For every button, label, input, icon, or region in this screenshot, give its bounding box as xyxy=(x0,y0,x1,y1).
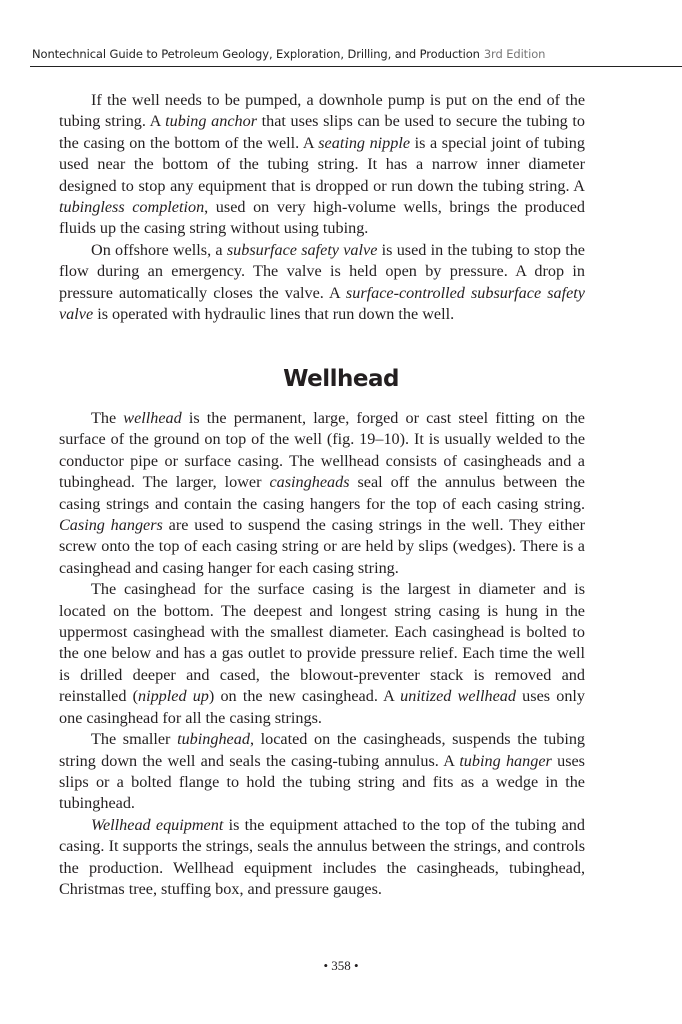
paragraph xyxy=(59,579,585,729)
italic-term: tubing anchor xyxy=(165,112,257,131)
text-run: is the equipment attached to the top of the tubing and casing. It supports the strings, seals the annulus between the strings, and controls the production. Wellhead equipment includes the casingheads, tubinghead, Christmas tree, stuffing box, and pressure gauges. xyxy=(59,815,585,898)
page-number: • 358 • xyxy=(323,958,359,973)
text-run: ) on the new casinghead. A xyxy=(208,687,401,706)
paragraph xyxy=(59,90,585,240)
text-run: seal off the annulus between the casing strings and contain the casing hangers for the top of each casing string. xyxy=(59,473,585,513)
paragraph xyxy=(59,408,585,579)
body-section-1 xyxy=(59,90,585,325)
italic-term: subsurface safety valve xyxy=(226,240,378,259)
body-section-2 xyxy=(59,408,585,900)
text-run: uses slips or a bolted flange to hold the tubing string and fits as a wedge in the tubinghead. xyxy=(59,751,585,813)
text-run: are used to suspend the casing strings in the well. They either screw onto the top of each casing string or are held by slips (wedges). There is a casinghead and casing hanger for each casing string. xyxy=(59,516,585,577)
italic-term: tubingless completion xyxy=(59,198,205,217)
text-run: The xyxy=(91,409,124,427)
italic-term: casingheads xyxy=(269,473,350,492)
text-run: is operated with hydraulic lines that run down the well. xyxy=(93,305,455,324)
edition: 3rd Edition xyxy=(483,47,546,61)
paragraph xyxy=(59,815,585,901)
text-run: uses only one casinghead for all the casing strings. xyxy=(59,687,585,727)
section-heading: Wellhead xyxy=(283,366,399,392)
italic-term: tubinghead xyxy=(177,730,250,749)
text-run: If the well needs to be pumped, a downhole pump is put on the end of the tubing string. A xyxy=(59,91,585,131)
paragraph xyxy=(59,729,585,815)
text-run: is the permanent, large, forged or cast steel fitting on the surface of the ground on top of the well (fig. 19–10). It is usually welded to the conductor pipe or surface casing. The wellhead consists of casingheads and a tubinghead. The larger, lower xyxy=(59,409,585,492)
text-run: is used in the tubing to stop the flow during an emergency. The valve is held open by pressure. A drop in pressure automatically closes the valve. A xyxy=(59,240,585,302)
italic-term: wellhead xyxy=(123,409,182,427)
text-run: , used on very high-volume wells, brings the produced fluids up the casing string without using tubing. xyxy=(59,198,585,238)
italic-term: surface-controlled subsurface safety valve xyxy=(59,283,585,324)
italic-term: Wellhead equipment xyxy=(91,815,224,834)
italic-term: tubing hanger xyxy=(459,751,552,770)
running-header xyxy=(32,47,545,61)
paragraph xyxy=(59,240,585,326)
text-run: On offshore wells, a xyxy=(91,240,227,259)
italic-term: nippled up xyxy=(137,687,209,706)
text-run: that uses slips can be used to secure the tubing to the casing on the bottom of the well. A xyxy=(59,112,585,152)
book-title: Nontechnical Guide to Petroleum Geology, Exploration, Drilling, and Production xyxy=(32,47,480,61)
italic-term: Casing hangers xyxy=(59,516,163,535)
text-run: The casinghead for the surface casing is the largest in diameter and is located on the bottom. The deepest and longest string casing is hung in the uppermost casinghead with the smallest diameter. Each casinghead is bolted to the one below and has a gas outlet to provide pressure relief. Each time the well is drilled deeper and cased, the blowout-preventer stack is removed and reinstalled ( xyxy=(59,580,585,706)
italic-term: seating nipple xyxy=(318,133,411,152)
text-run: , located on the casingheads, suspends the tubing string down the well and seals the casing-tubing annulus. A xyxy=(59,730,586,770)
text-run: The smaller xyxy=(91,730,178,749)
header-rule xyxy=(30,66,682,67)
text-run: is a special joint of tubing used near the bottom of the tubing string. It has a narrow inner diameter designed to stop any equipment that is dropped or run down the tubing string. A xyxy=(59,133,585,195)
italic-term: unitized wellhead xyxy=(400,687,516,706)
